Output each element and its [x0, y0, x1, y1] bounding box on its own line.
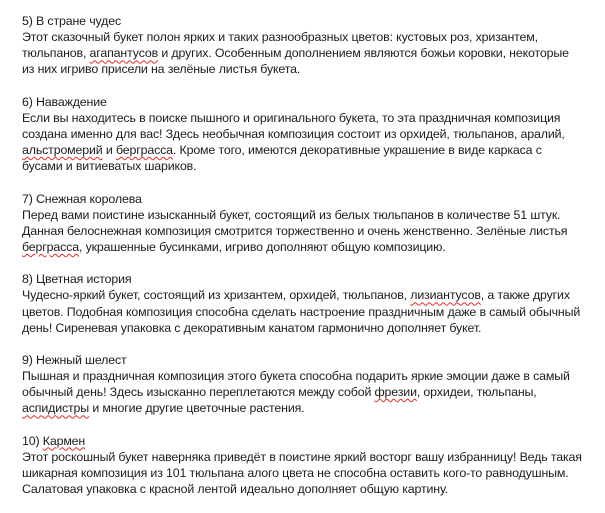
paragraph-line [22, 449, 602, 465]
text-run: . Кроме того, имеются декоративные украшение в виде каркаса с [172, 143, 542, 158]
paragraph-line [22, 223, 602, 239]
misspelled-word[interactable]: берграсса [115, 143, 173, 158]
text-run: цветов. Подобная композиция способна сделать настроение праздничным даже в самый обычный [22, 304, 581, 319]
text-run: Если вы находитесь в поиске пышного и оригинального букета, то эта праздничная композиция [22, 110, 561, 125]
misspelled-word[interactable]: берграсса [22, 239, 79, 254]
text-run: и [102, 143, 116, 158]
section-navazhdenie [22, 94, 602, 175]
paragraph-line [22, 61, 602, 77]
misspelled-word[interactable]: Кармен [42, 433, 86, 448]
section-snezhnaya-koroleva [22, 191, 602, 256]
text-run: из них игриво присели на зелёные листья букета. [22, 62, 301, 77]
section-karmen [22, 433, 602, 498]
paragraph-line [22, 126, 602, 142]
misspelled-word[interactable]: фрезии [374, 385, 417, 400]
section-title: 8) Цветная история [22, 272, 132, 287]
section-title [22, 433, 602, 449]
document-body [22, 13, 602, 513]
text-run: и многие другие цветочные растения. [89, 401, 305, 416]
paragraph-line [22, 304, 602, 320]
text-run: тюльпанов, [22, 46, 90, 61]
text-run: Этот сказочный букет полон ярких и таких разнообразных цветов: кустовых роз, хризантем, [22, 30, 538, 45]
text-run: , украшенные бусинками, игриво дополняют общую композицию. [78, 239, 446, 254]
misspelled-word[interactable]: лизиантусов [410, 288, 481, 303]
paragraph-line [22, 207, 602, 223]
paragraph-line [22, 400, 602, 416]
paragraph-line [22, 110, 602, 126]
paragraph-line [22, 481, 602, 497]
text-run: обычный день! Здесь изысканно переплетаются между собой [22, 385, 375, 400]
section-title: 7) Снежная королева [22, 191, 142, 206]
misspelled-word[interactable]: аспидистры [22, 401, 90, 416]
text-run: и других. Особенным дополнением являются божьи коровки, некоторые [158, 46, 569, 61]
section-number: 10) [22, 433, 43, 448]
paragraph-line [22, 29, 602, 45]
section-tsvetnaya-istoriya [22, 271, 602, 336]
text-run: , а также других [480, 288, 570, 303]
section-nezhny-shelest [22, 352, 602, 417]
text-run: день! Сиреневая упаковка с декоративным канатом гармонично дополняет букет. [22, 320, 482, 335]
text-run: Пышная и праздничная композиция этого букета способна подарить яркие эмоции даже в самый [22, 369, 570, 384]
paragraph-line [22, 320, 602, 336]
paragraph-line [22, 142, 602, 158]
section-v-strane-chudes [22, 13, 602, 78]
text-run: Данная белоснежная композиция смотрится торжественно и очень женственно. Зелёные листья [22, 223, 568, 238]
paragraph-line [22, 368, 602, 384]
misspelled-word[interactable]: агапантусов [89, 46, 159, 61]
text-run: Этот роскошный букет наверняка приведёт в поистине яркий восторг вашу избранницу! Ведь такая [22, 449, 582, 464]
text-run: шикарная композиция из 101 тюльпана алого цвета не способна оставить кого-то равнодушным. [22, 465, 569, 480]
paragraph-line [22, 45, 602, 61]
paragraph-line [22, 158, 602, 174]
text-run: создана именно для вас! Здесь необычная композиция состоит из орхидей, тюльпанов, аралий, [22, 126, 565, 141]
section-title: 5) В стране чудес [22, 14, 122, 28]
text-run: бусами и витиеватых шариков. [22, 159, 197, 174]
section-title: 9) Нежный шелест [22, 352, 127, 367]
text-run: Чудесно-яркий букет, состоящий из хризантем, орхидей, тюльпанов, [22, 288, 411, 303]
text-run: Перед вами поистине изысканный букет, состоящий из белых тюльпанов в количестве 51 штук. [22, 207, 561, 222]
paragraph-line [22, 384, 602, 400]
misspelled-word[interactable]: альстромерий [22, 143, 103, 158]
section-title: 6) Наваждение [22, 94, 107, 109]
text-run: , орхидеи, тюльпаны, [416, 385, 537, 400]
paragraph-line [22, 239, 602, 255]
text-run: Салатовая упаковка с красной лентой идеально дополняет общую картину. [22, 482, 449, 497]
paragraph-line [22, 465, 602, 481]
paragraph-line [22, 287, 602, 303]
